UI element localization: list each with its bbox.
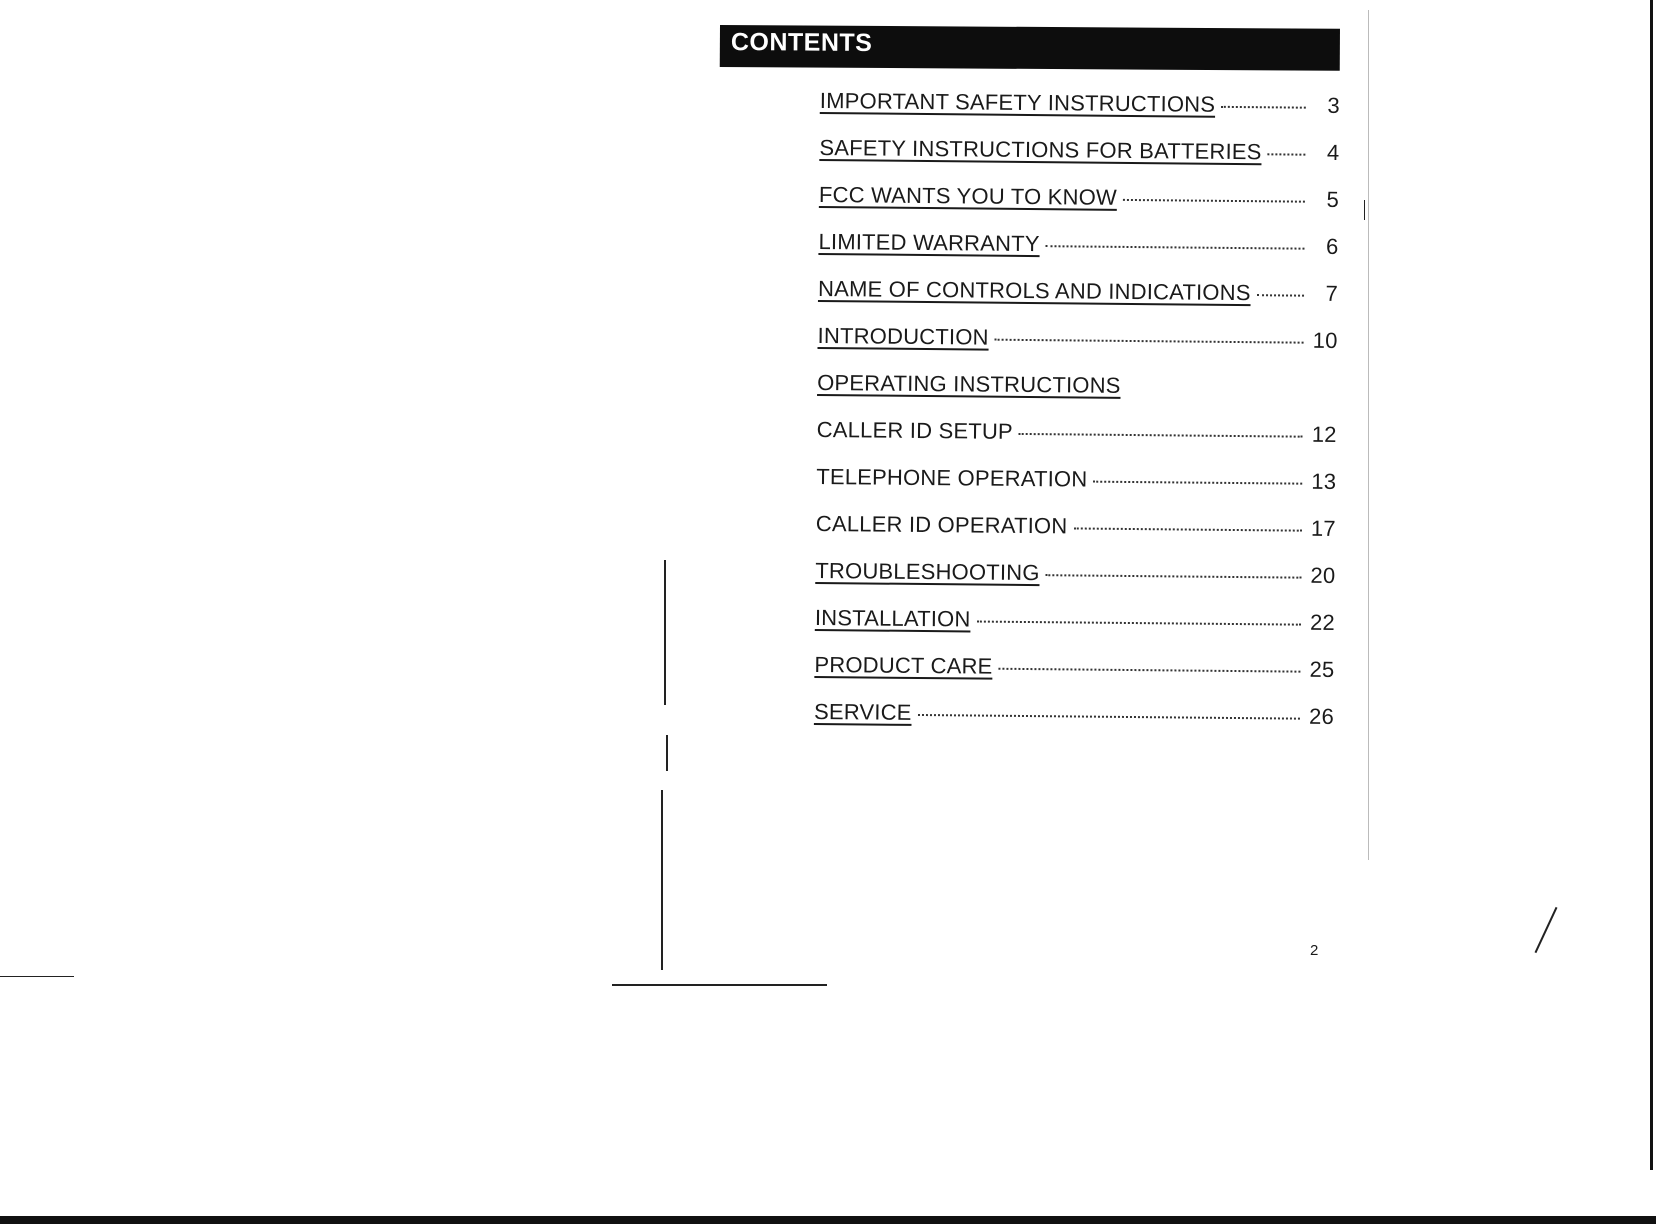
toc-dot-leader: [1123, 199, 1305, 203]
toc-entry-page: 4: [1326, 139, 1340, 165]
toc-dot-leader: [1093, 481, 1302, 485]
scan-edge-line: [1368, 10, 1369, 860]
toc-entry[interactable]: [819, 182, 1339, 234]
toc-dot-leader: [1046, 574, 1302, 578]
table-of-contents: [814, 88, 1340, 751]
scan-edge-line: [1535, 907, 1558, 953]
toc-subentry[interactable]: [816, 417, 1336, 469]
toc-entry-page: 5: [1326, 186, 1340, 212]
toc-dot-leader: [995, 339, 1304, 344]
toc-entry[interactable]: [818, 229, 1338, 281]
toc-dot-leader: [998, 668, 1300, 673]
toc-dot-leader: [918, 714, 1300, 720]
scan-right-edge: [1650, 0, 1653, 1170]
toc-entry-label: LIMITED WARRANTY: [818, 228, 1040, 257]
toc-entry[interactable]: [815, 558, 1335, 610]
toc-entry-page: 10: [1312, 327, 1338, 353]
toc-subentry[interactable]: [815, 511, 1335, 563]
toc-dot-leader: [1019, 433, 1303, 438]
toc-entry[interactable]: [819, 135, 1339, 187]
toc-entry-label: PRODUCT CARE: [814, 651, 993, 679]
toc-entry[interactable]: [818, 276, 1338, 328]
toc-entry-label: INSTALLATION: [814, 604, 971, 632]
toc-entry[interactable]: [814, 652, 1334, 704]
toc-entry-label: CALLER ID OPERATION: [815, 510, 1068, 539]
toc-entry-page: 22: [1309, 609, 1336, 635]
toc-entry[interactable]: [815, 605, 1335, 657]
toc-entry-page: 3: [1327, 92, 1340, 118]
toc-dot-leader: [1073, 527, 1301, 531]
toc-entry-label: INTRODUCTION: [817, 322, 989, 350]
toc-dot-leader: [1221, 106, 1306, 109]
toc-entry-page: 25: [1309, 656, 1335, 682]
toc-entry-page: 13: [1311, 468, 1337, 494]
scan-edge-line: [664, 560, 666, 705]
toc-entry-label: FCC WANTS YOU TO KNOW: [818, 181, 1118, 210]
toc-entry[interactable]: [814, 699, 1334, 751]
contents-header-bar: [720, 25, 1340, 71]
page-number: 2: [1310, 942, 1319, 959]
scan-edge-line: [666, 735, 668, 771]
toc-subentry[interactable]: [816, 464, 1336, 516]
toc-entry-page: 26: [1308, 703, 1335, 729]
toc-dot-leader: [977, 621, 1301, 626]
toc-entry-label: NAME OF CONTROLS AND INDICATIONS: [817, 275, 1251, 306]
toc-entry-label: SERVICE: [813, 698, 912, 725]
toc-entry-label: SAFETY INSTRUCTIONS FOR BATTERIES: [819, 134, 1262, 165]
toc-entry-page: 7: [1325, 280, 1339, 306]
toc-entry-page: 20: [1310, 562, 1336, 588]
toc-dot-leader: [1268, 153, 1306, 155]
scan-edge-line: [612, 984, 827, 986]
scan-edge-line: [1364, 200, 1365, 220]
toc-entry-label: CALLER ID SETUP: [816, 416, 1014, 444]
toc-entry-label: IMPORTANT SAFETY INSTRUCTIONS: [819, 88, 1216, 117]
toc-dot-leader: [1046, 245, 1305, 249]
toc-entry-page: 17: [1310, 515, 1336, 541]
scan-bottom-edge: [0, 1216, 1656, 1224]
toc-section-heading[interactable]: [817, 370, 1337, 422]
toc-dot-leader: [1257, 294, 1304, 296]
toc-entry-page: 12: [1311, 421, 1337, 447]
scan-edge-line: [0, 976, 74, 977]
toc-entry-page: 6: [1325, 233, 1339, 259]
toc-entry-label: TELEPHONE OPERATION: [816, 463, 1088, 492]
toc-entry[interactable]: [820, 88, 1340, 140]
contents-title: CONTENTS: [730, 28, 873, 57]
toc-entry-label: TROUBLESHOOTING: [815, 557, 1040, 586]
toc-entry[interactable]: [817, 323, 1337, 375]
scan-edge-line: [661, 790, 663, 970]
toc-section-label: OPERATING INSTRUCTIONS: [817, 369, 1121, 398]
